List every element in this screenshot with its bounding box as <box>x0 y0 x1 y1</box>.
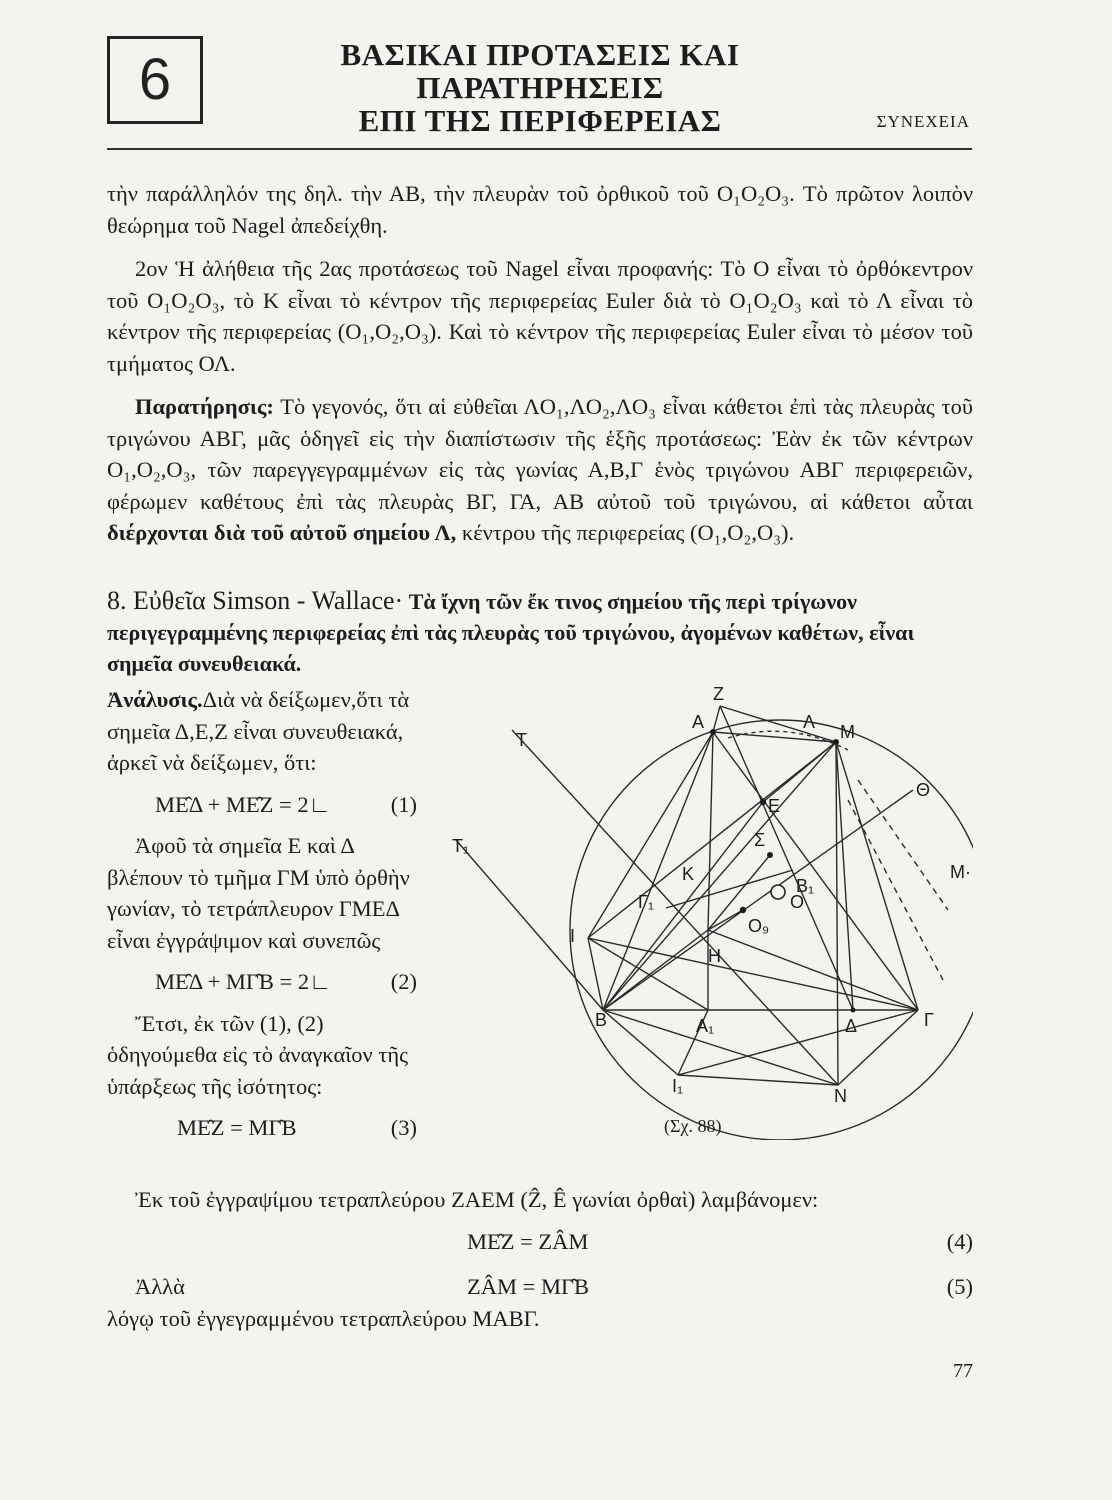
analysis-label: Ἀνάλυσις. <box>107 687 203 712</box>
analysis-column <box>107 684 427 1154</box>
equation-2-number: (2) <box>390 969 417 994</box>
label-I1: I₁ <box>672 1076 684 1096</box>
point-A <box>710 729 716 735</box>
body-text-top <box>107 178 973 549</box>
line-M-D <box>836 742 853 1010</box>
section-number: 8. Εὐθεῖα Simson - Wallace· <box>107 586 404 615</box>
dashed-line-1 <box>858 780 948 910</box>
line-I-B <box>588 938 603 1010</box>
label-H: H <box>708 946 721 966</box>
point-E <box>760 799 766 805</box>
label-L: Λ <box>803 712 816 732</box>
point-O9 <box>740 907 746 913</box>
point-D <box>851 1008 856 1013</box>
label-M: M <box>840 722 855 742</box>
side-AG <box>713 732 918 1010</box>
paragraph-1: τὴν παράλληλόν της δηλ. τὴν ΑΒ, τὴν πλευρὰν τοῦ ὀρθικοῦ τοῦ O₁O₂O₃. Τὸ πρῶτον λοιπὸν θεώρημα τοῦ Nagel ἀπεδείχθη. <box>107 181 973 238</box>
simson-line <box>720 706 853 1010</box>
label-N: N <box>834 1086 847 1106</box>
header-rule <box>107 148 972 150</box>
equation-3-expr: ΜΕ̂Ζ = ΜΓ̂Β <box>177 1115 297 1140</box>
label-B1: B₁ <box>796 876 815 896</box>
equation-1 <box>107 789 427 821</box>
line-M-G <box>836 742 918 1010</box>
alla-label: Ἀλλὰ <box>135 1274 185 1299</box>
equation-4 <box>107 1226 973 1258</box>
continued-label: ΣΥΝΕΧΕΙΑ <box>876 112 970 131</box>
label-T: T <box>516 730 527 750</box>
line-H-A <box>708 732 713 930</box>
line-B-E <box>603 802 766 1010</box>
analysis-text-3: Ἔτσι, ἐκ τῶν (1), (2) ὁδηγούμεθα εἰς τὸ ἀναγκαῖον τῆς ὑπάρξεως τῆς ἰσότητος: <box>107 1010 409 1099</box>
label-Mp: M· <box>950 862 971 882</box>
remark-text-b: κέντρου τῆς περιφερείας (O₁,O₂,O₃). <box>461 520 795 545</box>
remark-text-a: Τὸ γεγονός, ὅτι αἱ εὐθεῖαι ΛO₁,ΛO₂,ΛO₃ εἶναι κάθετοι ἐπὶ τὰς πλευρὰς τοῦ τριγώνου ΑΒΓ, μᾶς ὁδηγεῖ εἰς τὴν διαπίστωσιν τῆς ἑξῆς προτάσεως: Ἐὰν ἐκ τῶν κέντρων O₁,O₂,O₃, τῶν παρεγγεγραμμένων εἰς τὰς γωνίας Α,Β,Γ ἑνὸς τριγώνου ΑΒΓ περιφερειῶν, φέρωμεν καθέτους ἐπὶ τὰς πλευρὰς ΒΓ, ΓΑ, ΑΒ αὐτοῦ τοῦ τριγώνου, αἱ κάθετοι αὗται <box>107 394 973 514</box>
equation-2 <box>107 966 427 998</box>
page-number: 77 <box>953 1360 973 1382</box>
point-S <box>767 852 773 858</box>
chapter-title-line2: ΕΠΙ ΤΗΣ ΠΕΡΙΦΕΡΕΙΑΣ <box>358 103 722 138</box>
label-T1: T₁ <box>452 836 470 856</box>
line-T1-B <box>456 840 603 1010</box>
label-G: Γ <box>924 1010 934 1030</box>
remark-bold: διέρχονται διὰ τοῦ αὐτοῦ σημείου Λ, <box>107 520 457 545</box>
line-H-G <box>708 930 918 1010</box>
figure-caption: (Σχ. 88) <box>664 1116 722 1136</box>
line-Z-A <box>713 706 720 732</box>
remark-paragraph <box>107 391 973 549</box>
label-Z: Z <box>713 684 724 704</box>
closing-text-2: λόγῳ τοῦ ἐγγεγραμμένου τετραπλεύρου ΜΑΒΓ. <box>107 1305 540 1331</box>
equation-3 <box>107 1112 427 1144</box>
label-S: Σ <box>754 830 766 850</box>
line-I-G <box>588 938 918 1010</box>
section-statement: Τὰ ἴχνη τῶν ἔκ τινος σημείου τῆς περὶ τρίγωνον περιγεγραμμένης περιφερείας ἐπὶ τὰς πλευρὰς τοῦ τριγώνου, ἀγομένων καθέτων, εἶναι σημεῖα συνευθειακά. <box>107 589 915 676</box>
equation-4-expr: ΜΕ̂Ζ = ΖÂΜ <box>467 1228 589 1254</box>
line-B-I1 <box>603 1010 678 1075</box>
equation-5 <box>107 1271 973 1303</box>
equation-5-expr: ΖÂΜ = ΜΓ̂Β <box>467 1274 589 1299</box>
label-E: E <box>768 796 781 816</box>
remark-label: Παρατήρησις: <box>135 394 274 419</box>
geometry-figure <box>428 680 973 1140</box>
analysis-text-2: Ἀφοῦ τὰ σημεῖα Ε καὶ Δ βλέπουν τὸ τμῆμα ΓΜ ὑπὸ ὀρθὴν γωνίαν, τὸ τετράπλευρον ΓΜΕΔ εἶναι ἐγγράψιμον καὶ συνεπῶς <box>107 833 410 953</box>
paragraph-2: 2ον Ἡ ἀλήθεια τῆς 2ας προτάσεως τοῦ Nagel εἶναι προφανής: Τὸ Ο εἶναι τὸ ὀρθόκεντρον τοῦ O₁O₂O₃, τὸ Κ εἶναι τὸ κέντρον τῆς περιφερείας Euler διὰ τὸ O₁O₂O₃ καὶ τὸ Λ εἶναι τὸ κέντρον τῆς περιφερείας (O₁,O₂,O₃). Καὶ τὸ κέντρον τῆς περιφερείας Euler εἶναι τὸ μέσον τοῦ τμήματος ΟΛ. <box>107 256 973 376</box>
point-O <box>771 885 785 899</box>
section-heading <box>107 585 973 679</box>
line-I1-N <box>678 1075 838 1085</box>
label-G1: Γ₁ <box>638 892 654 912</box>
equation-5-number: (5) <box>946 1274 973 1299</box>
equation-2-expr: ΜΕ̂Δ + ΜΓ̂Β = 2∟ <box>155 969 332 994</box>
closing-section <box>107 1184 973 1334</box>
label-A: A <box>692 712 705 732</box>
point-M <box>833 739 839 745</box>
chapter-title <box>215 38 865 137</box>
analysis-text-1 <box>107 684 427 779</box>
label-O9: O₉ <box>748 916 770 936</box>
equation-4-number: (4) <box>946 1228 973 1254</box>
label-O: O <box>790 892 805 912</box>
line-H-O9 <box>708 910 743 930</box>
label-K: K <box>682 864 695 884</box>
label-I: I <box>570 926 576 946</box>
chapter-title-line1: ΒΑΣΙΚΑΙ ΠΡΟΤΑΣΕΙΣ ΚΑΙ ΠΑΡΑΤΗΡΗΣΕΙΣ <box>340 37 740 105</box>
circumcircle <box>570 720 973 1140</box>
equation-3-number: (3) <box>390 1115 417 1140</box>
equation-1-expr: ΜΕ̂Δ + ΜΕ̂Ζ = 2∟ <box>155 791 331 817</box>
line-M-N <box>836 742 838 1085</box>
label-D: Δ <box>845 1016 858 1036</box>
label-B: B <box>595 1010 608 1030</box>
equation-1-number: (1) <box>390 791 417 817</box>
label-Th: Θ <box>916 780 931 800</box>
analysis-text-1-body: Διὰ νὰ δείξωμεν,ὅτι τὰ σημεῖα Δ,Ε,Ζ εἶναι συνευθειακά, ἀρκεῖ νὰ δείξωμεν, ὅτι: <box>107 687 410 775</box>
chapter-number-box: 6 <box>107 36 203 124</box>
label-A1: A₁ <box>696 1016 715 1036</box>
closing-text-1: Ἐκ τοῦ ἐγγραψίμου τετραπλεύρου ΖΑΕΜ (Ẑ, Ê γωνίαι ὀρθαὶ) λαμβάνομεν: <box>135 1187 819 1212</box>
